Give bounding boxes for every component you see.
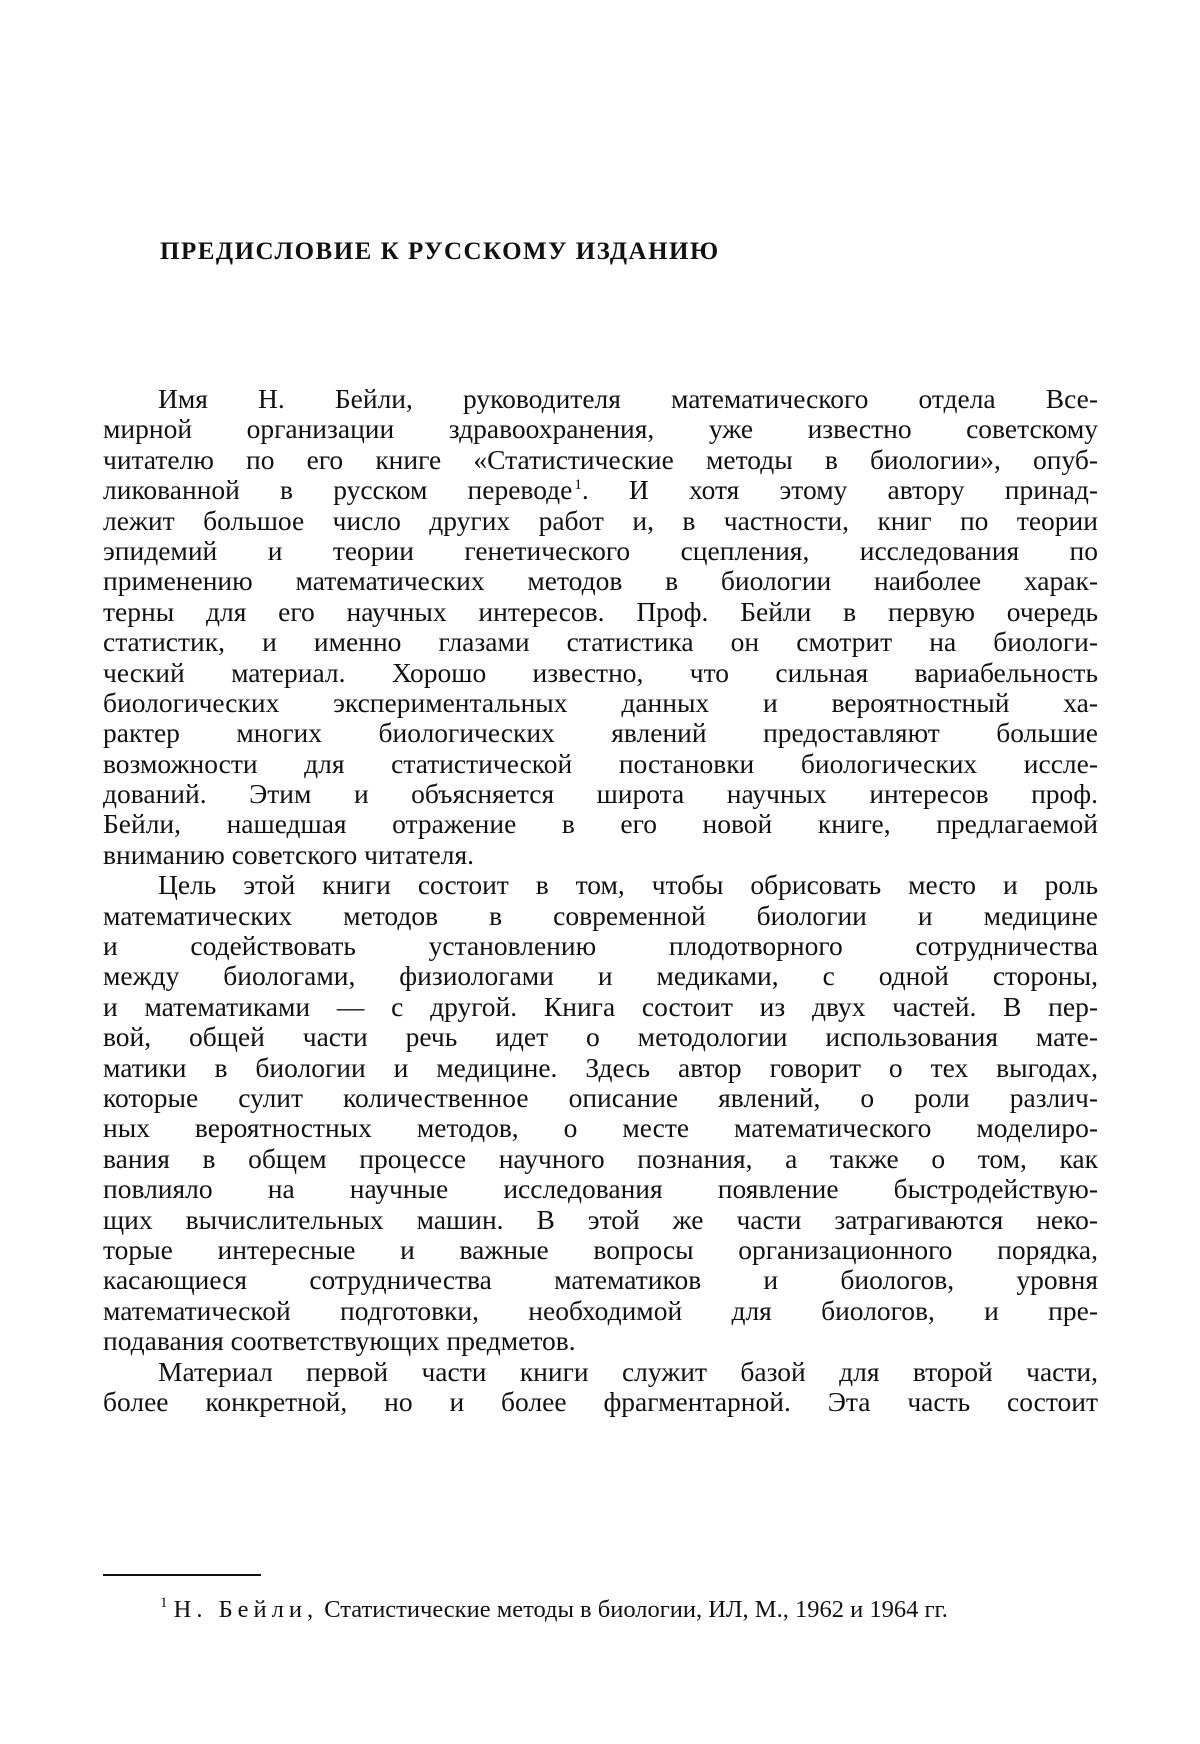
footnote bbox=[160, 1595, 1100, 1625]
paragraph-2 bbox=[103, 870, 1098, 1356]
text-line: лежит большое число других работ и, в частности, книг по теории bbox=[103, 504, 1098, 536]
text-line: и содействовать установлению плодотворного сотрудничества bbox=[103, 930, 1098, 962]
text-line: биологических экспериментальных данных и вероятностный ха- bbox=[103, 686, 1098, 718]
footnote-author: Н. Бейли, bbox=[173, 1596, 319, 1623]
text-line: применению математических методов в биологии наиболее харак- bbox=[103, 565, 1098, 597]
text-line: ческий материал. Хорошо известно, что сильная вариабельность bbox=[103, 656, 1098, 688]
text-fragment: . И хотя этому автору принад- bbox=[581, 474, 1098, 506]
text-line: между биологами, физиологами и медиками, с одной стороны, bbox=[103, 960, 1098, 992]
text-line: торые интересные и важные вопросы организационного порядка, bbox=[103, 1233, 1098, 1265]
main-text bbox=[103, 384, 1098, 1417]
text-line: щих вычислительных машин. В этой же части затрагиваются неко- bbox=[103, 1203, 1098, 1235]
text-line: ных вероятностных методов, о месте математического моделиро- bbox=[103, 1112, 1098, 1144]
text-line: более конкретной, но и более фрагментарной. Эта часть состоит bbox=[103, 1385, 1098, 1417]
page-heading: ПРЕДИСЛОВИЕ К РУССКОМУ ИЗДАНИЮ bbox=[160, 238, 720, 265]
text-line: повлияло на научные исследования появление быстродействую- bbox=[103, 1173, 1098, 1205]
text-line: вой, общей части речь идет о методологии использования мате- bbox=[103, 1021, 1098, 1053]
text-line: терны для его научных интересов. Проф. Бейли в первую очередь bbox=[103, 595, 1098, 627]
text-line: Имя Н. Бейли, руководителя математического отдела Все- bbox=[158, 383, 1098, 414]
text-line: дований. Этим и объясняется широта научных интересов проф. bbox=[103, 778, 1098, 810]
footnote-divider bbox=[103, 1574, 261, 1576]
text-line: математической подготовки, необходимой для биологов, и пре- bbox=[103, 1294, 1098, 1326]
text-fragment: ликованной в русском переводе bbox=[103, 474, 573, 506]
text-line: статистик, и именно глазами статистика он смотрит на биологи- bbox=[103, 626, 1098, 658]
footnote-mark: 1 bbox=[160, 1595, 168, 1611]
text-line: матики в биологии и медицине. Здесь автор говорит о тех выгодах, bbox=[103, 1051, 1098, 1083]
text-line: Цель этой книги состоит в том, чтобы обрисовать место и роль bbox=[158, 869, 1098, 901]
text-line: мирной организации здравоохранения, уже известно советскому bbox=[103, 413, 1098, 445]
text-line: вниманию советского читателя. bbox=[103, 838, 475, 870]
text-line: вания в общем процессе научного познания, а также о том, как bbox=[103, 1142, 1098, 1174]
text-line: подавания соответствующих предметов. bbox=[103, 1325, 576, 1357]
text-line: которые сулит количественное описание явлений, о роли различ- bbox=[103, 1081, 1098, 1113]
paragraph-1 bbox=[103, 384, 1098, 870]
text-line-with-footnote-ref bbox=[103, 475, 1098, 505]
text-line: и математиками — с другой. Книга состоит из двух частей. В пер- bbox=[103, 990, 1098, 1022]
text-line: касающиеся сотрудничества математиков и биологов, уровня bbox=[103, 1264, 1098, 1296]
text-line: Бейли, нашедшая отражение в его новой книге, предлагаемой bbox=[103, 808, 1098, 840]
text-line: эпидемий и теории генетического сцепления, исследования по bbox=[103, 534, 1098, 566]
text-line: рактер многих биологических явлений предоставляют большие bbox=[103, 717, 1098, 749]
text-line: математических методов в современной биологии и медицине bbox=[103, 899, 1098, 931]
footnote-ref-mark: 1 bbox=[574, 477, 582, 494]
text-line: возможности для статистической постановки биологических иссле- bbox=[103, 747, 1098, 779]
paragraph-3 bbox=[103, 1357, 1098, 1418]
text-line: читателю по его книге «Статистические методы в биологии», опуб- bbox=[103, 443, 1098, 475]
text-line: Материал первой части книги служит базой для второй части, bbox=[158, 1355, 1098, 1387]
footnote-text: Статистические методы в биологии, ИЛ, М., 1962 и 1964 гг. bbox=[318, 1596, 948, 1623]
